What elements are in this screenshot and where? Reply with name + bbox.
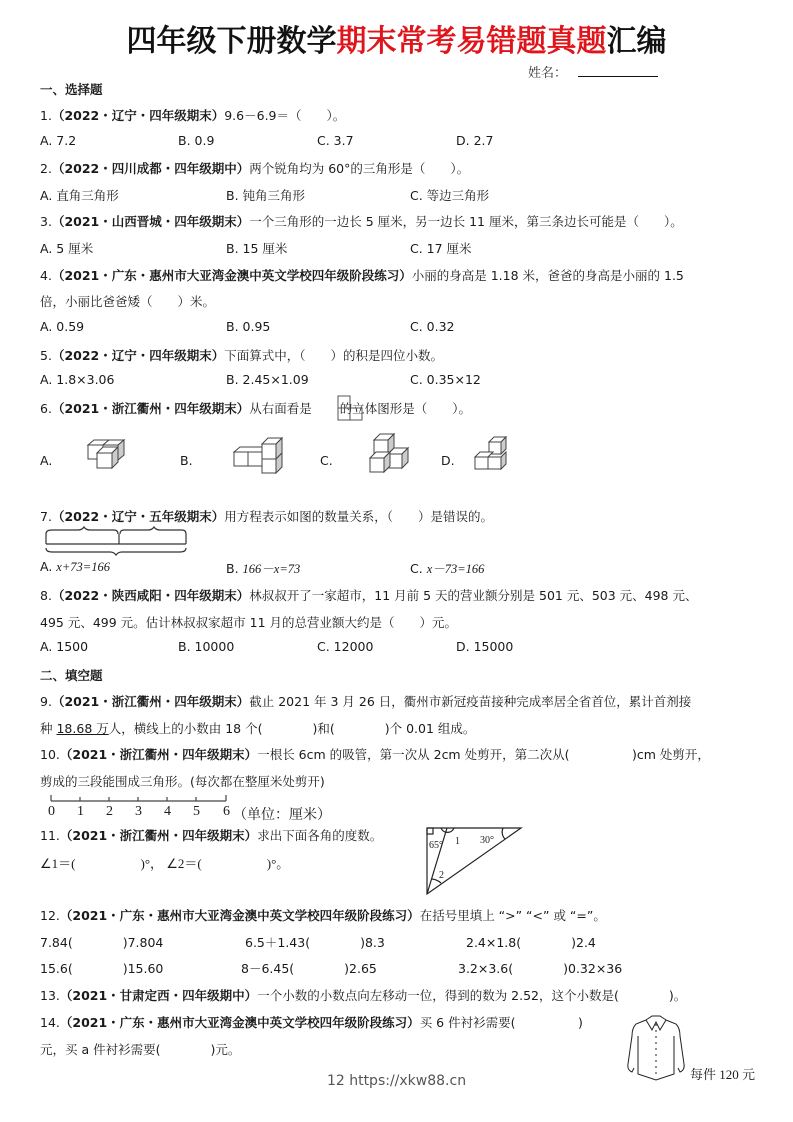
question-source: （2021・山西晋城・四年级期末） <box>51 214 250 229</box>
question-2 <box>40 159 469 177</box>
question-number: 13. <box>40 988 60 1003</box>
page-footer: 12 https://xkw88.cn <box>326 1073 467 1089</box>
cube-figure-a-icon <box>84 436 128 472</box>
option-a: A. 1500 <box>40 639 89 654</box>
option-equation: x+73=166 <box>56 560 110 574</box>
question-number: 1. <box>40 108 52 123</box>
option-b: B. 10000 <box>178 639 235 654</box>
option-b <box>226 559 300 577</box>
question-number: 11. <box>40 828 60 843</box>
title-part-1: 四年级下册数学 <box>126 24 337 59</box>
option-b: B. 0.95 <box>226 319 271 334</box>
question-4 <box>40 266 684 284</box>
ruler-tick: 4 <box>164 804 171 819</box>
question-source: （2021・广东・惠州市大亚湾金澳中英文学校四年级阶段练习） <box>59 1015 420 1030</box>
name-blank-line[interactable] <box>578 76 658 77</box>
ruler-tick: 3 <box>135 804 142 819</box>
price-label: 每件 120 元 <box>690 1067 756 1082</box>
question-text: 林叔叔开了一家超市，11 月前 5 天的营业额分别是 501 元、503 元、498 元、 <box>249 588 698 603</box>
option-c <box>410 559 484 577</box>
question-source: （2021・甘肃定西・四年级期中） <box>59 988 258 1003</box>
ruler-tick: 2 <box>106 804 113 819</box>
question-source: （2021・浙江衢州・四年级期末） <box>59 828 258 843</box>
option-b: B. <box>180 453 193 468</box>
option-c: C. 0.32 <box>410 319 455 334</box>
compare-item: 6.5＋1.43( )8.3 <box>245 935 385 950</box>
question-5 <box>40 346 443 364</box>
question-number: 12. <box>40 908 60 923</box>
option-a: A. 5 厘米 <box>40 241 94 256</box>
option-c: C. 0.35×12 <box>410 372 481 387</box>
question-text: 用方程表示如图的数量关系，（ ）是错误的。 <box>224 509 493 524</box>
ruler-tick: 1 <box>77 804 84 819</box>
option-d: D. 2.7 <box>456 133 494 148</box>
option-label: B. <box>226 561 239 576</box>
angle-30-label: 30° <box>480 835 494 846</box>
question-number: 3. <box>40 214 52 229</box>
compare-item: 2.4×1.8( )2.4 <box>466 935 596 950</box>
question-source: （2021・广东・惠州市大亚湾金澳中英文学校四年级阶段练习） <box>51 268 412 283</box>
option-a <box>40 559 110 575</box>
ruler-tick: 5 <box>193 804 200 819</box>
question-9 <box>40 692 691 710</box>
triangle-angle-figure <box>425 826 525 896</box>
option-b: B. 0.9 <box>178 133 215 148</box>
question-number: 5. <box>40 348 52 363</box>
question-source: （2022・四川成都・四年级期中） <box>51 161 250 176</box>
question-number: 2. <box>40 161 52 176</box>
option-c: C. 等边三角形 <box>410 188 490 203</box>
page-title <box>0 16 793 60</box>
compare-item: 15.6( )15.60 <box>40 961 164 976</box>
question-number: 9. <box>40 694 52 709</box>
option-a: A. 7.2 <box>40 133 77 148</box>
compare-item: 7.84( )7.804 <box>40 935 164 950</box>
compare-item: 3.2×3.6( )0.32×36 <box>458 961 623 976</box>
option-b: B. 15 厘米 <box>226 241 288 256</box>
section-heading-choice: 一、选择题 <box>40 82 103 97</box>
question-8-line2: 495 元、499 元。估计林叔叔家超市 11 月的总营业额大约是（ ）元。 <box>40 615 458 630</box>
ruler-tick: 6 <box>223 804 230 819</box>
question-8 <box>40 586 697 604</box>
question-text: 截止 2021 年 3 月 26 日，衢州市新冠疫苗接种完成率居全省首位，累计首剂接 <box>249 694 692 709</box>
angle-2-label: 2 <box>439 870 444 881</box>
question-6 <box>40 399 471 417</box>
right-view-grid-icon <box>337 395 365 421</box>
cube-figure-c-icon <box>368 432 412 474</box>
question-source: （2022・辽宁・四年级期末） <box>51 108 225 123</box>
question-13 <box>40 986 686 1004</box>
option-a: A. 1.8×3.06 <box>40 372 115 387</box>
question-number: 14. <box>40 1015 60 1030</box>
ruler-diagram <box>48 794 234 804</box>
compare-item: 8－6.45( )2.65 <box>241 961 377 976</box>
question-10 <box>40 745 710 763</box>
question-source: （2021・浙江衢州・四年级期末） <box>51 401 250 416</box>
question-9-line2 <box>40 719 475 737</box>
question-number: 8. <box>40 588 52 603</box>
question-text: 买 6 件衬衫需要( ) <box>419 1015 583 1030</box>
question-source: （2022・陕西咸阳・四年级期末） <box>51 588 250 603</box>
option-b: B. 钝角三角形 <box>226 188 306 203</box>
question-14 <box>40 1013 583 1031</box>
question-source: （2022・辽宁・五年级期末） <box>51 509 225 524</box>
cube-figure-b-icon <box>232 436 284 474</box>
question-10-line2: 剪成的三段能围成三角形。(每次都在整厘米处剪开) <box>40 774 325 789</box>
question-source: （2022・辽宁・四年级期末） <box>51 348 225 363</box>
question-4-line2: 倍，小丽比爸爸矮（ ）米。 <box>40 294 216 309</box>
angle-65-label: 65° <box>429 840 443 851</box>
shirt-icon <box>624 1012 688 1082</box>
bar-model-diagram <box>44 526 190 556</box>
question-text: 一个三角形的一边长 5 厘米，另一边长 11 厘米，第三条边长可能是（ ）。 <box>249 214 683 229</box>
option-label: A. <box>40 559 53 574</box>
question-number: 7. <box>40 509 52 524</box>
question-text: 从右面看是 <box>249 401 312 416</box>
question-text: 一根长 6cm 的吸管，第一次从 2cm 处剪开，第二次从( )cm 处剪开， <box>257 747 710 762</box>
question-text: 求出下面各角的度数。 <box>257 828 383 843</box>
title-highlight: 期末常考易错题真题 <box>336 24 607 59</box>
angle-1-label: 1 <box>455 836 460 847</box>
question-number: 10. <box>40 747 60 762</box>
option-label: C. <box>410 561 423 576</box>
ruler-tick: 0 <box>48 804 55 819</box>
option-c: C. 3.7 <box>317 133 354 148</box>
option-c: C. 17 厘米 <box>410 241 472 256</box>
option-d: D. 15000 <box>456 639 514 654</box>
cube-figure-d-icon <box>472 436 508 472</box>
question-source: （2021・浙江衢州・四年级期末） <box>59 747 258 762</box>
question-11 <box>40 826 382 844</box>
question-number: 6. <box>40 401 52 416</box>
underlined-number: 18.68 万 <box>56 721 109 736</box>
option-equation: 166－x=73 <box>242 562 301 576</box>
question-text: 的立体图形是（ ）。 <box>339 401 472 416</box>
question-text: 9.6－6.9＝（ ）。 <box>224 108 346 123</box>
option-b: B. 2.45×1.09 <box>226 372 309 387</box>
option-equation: x－73=166 <box>426 562 485 576</box>
question-text: 一个小数的小数点向左移动一位，得到的数为 2.52，这个小数是( )。 <box>257 988 687 1003</box>
option-c: C. <box>320 453 333 468</box>
question-7 <box>40 507 493 525</box>
question-text: 人，横线上的小数由 18 个( )和( )个 0.01 组成。 <box>108 721 476 736</box>
question-source: （2021・浙江衢州・四年级期末） <box>51 694 250 709</box>
question-text: 种 <box>40 721 57 736</box>
question-11-line2: ∠1＝( )°， ∠2＝( )°。 <box>40 856 290 871</box>
option-a: A. <box>40 453 53 468</box>
option-a: A. 0.59 <box>40 319 85 334</box>
ruler-unit: （单位：厘米） <box>233 808 331 823</box>
option-c: C. 12000 <box>317 639 374 654</box>
question-14-line2: 元，买 a 件衬衫需要( )元。 <box>40 1042 241 1057</box>
question-1 <box>40 106 345 124</box>
name-label: 姓名： <box>528 66 568 81</box>
question-3 <box>40 212 683 230</box>
question-number: 4. <box>40 268 52 283</box>
question-text: 小丽的身高是 1.18 米，爸爸的身高是小丽的 1.5 <box>411 268 684 283</box>
question-text: 下面算式中，（ ）的积是四位小数。 <box>224 348 443 363</box>
question-text: 两个锐角均为 60°的三角形是（ ）。 <box>249 161 470 176</box>
question-text: 在括号里填上 “>” “<” 或 “=”。 <box>419 908 606 923</box>
option-a: A. 直角三角形 <box>40 188 119 203</box>
question-12 <box>40 906 606 924</box>
section-heading-fill: 二、填空题 <box>40 668 103 683</box>
option-d: D. <box>441 453 455 468</box>
title-part-2: 汇编 <box>606 24 667 59</box>
question-source: （2021・广东・惠州市大亚湾金澳中英文学校四年级阶段练习） <box>59 908 420 923</box>
